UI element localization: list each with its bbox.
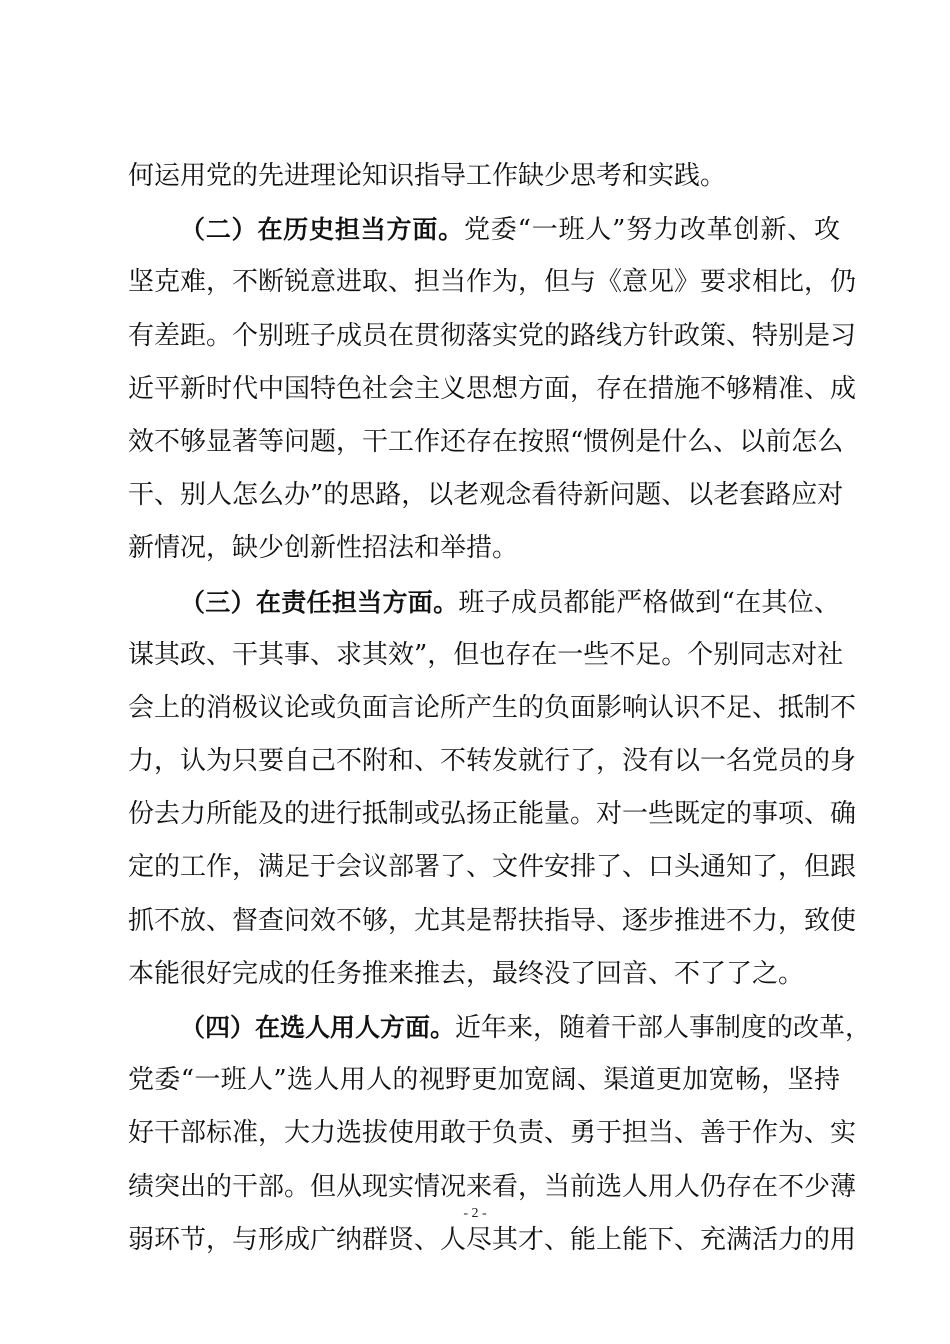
page-number: - 2 - — [463, 1206, 487, 1221]
text-line — [128, 310, 857, 363]
text-line — [128, 1107, 857, 1160]
line-text: 定的工作，满足于会议部署了、文件安排了、口头通知了，但跟 — [128, 852, 857, 883]
line-text: 本能很好完成的任务推来推去，最终没了回音、不了了之。 — [128, 958, 805, 989]
text-line — [128, 203, 840, 256]
section-heading: （四）在选人用人方面。 — [180, 1013, 456, 1042]
line-text: 党委“一班人”努力改革创新、攻 — [463, 215, 840, 246]
text-line — [128, 576, 840, 629]
text-line — [128, 682, 857, 735]
text-line — [128, 1054, 840, 1107]
text-line — [128, 416, 844, 469]
line-text: 好干部标准，大力选拔使用敢于负责、勇于担当、善于作为、实 — [128, 1118, 857, 1149]
line-text: 干、别人怎么办”的思路，以老观念看待新问题、以老套路应对 — [128, 480, 844, 511]
line-text: 抓不放、督查问效不够，尤其是帮扶指导、逐步推进不力，致使 — [128, 905, 857, 936]
line-text: 效不够显著等问题，干工作还存在按照“惯例是什么、以前怎么 — [128, 426, 844, 457]
text-line — [128, 895, 857, 948]
text-line — [128, 735, 857, 788]
line-text: 份去力所能及的进行抵制或弘扬正能量。对一些既定的事项、确 — [128, 799, 857, 830]
section-heading: （二）在历史担当方面。 — [180, 215, 464, 245]
line-text: 近年来，随着干部人事制度的改革， — [455, 1013, 872, 1043]
text-line — [128, 948, 840, 1001]
text-line — [128, 522, 840, 575]
line-text: 有差距。个别班子成员在贯彻落实党的路线方针政策、特别是习 — [128, 320, 857, 351]
line-text: 坚克难，不断锐意进取、担当作为，但与《意见》要求相比，仍 — [128, 267, 857, 298]
text-line — [128, 150, 840, 203]
line-text: 新情况，缺少创新性招法和举措。 — [128, 533, 519, 564]
line-text: 谋其政、干其事、求其效”，但也存在一些不足。个别同志对社 — [128, 639, 844, 670]
line-text: 弱环节，与形成广纳群贤、人尽其才、能上能下、充满活力的用 — [128, 1224, 857, 1255]
text-line — [128, 629, 844, 682]
line-text: 近平新时代中国特色社会主义思想方面，存在措施不够精准、成 — [128, 373, 857, 404]
text-line — [128, 841, 857, 894]
section-heading: （三）在责任担当方面。 — [180, 587, 459, 617]
text-line — [128, 1001, 872, 1054]
line-text: 会上的消极议论或负面言论所产生的负面影响认识不足、抵制不 — [128, 692, 857, 723]
line-text: 班子成员都能严格做到“在其位、 — [458, 587, 840, 618]
text-line — [128, 363, 857, 416]
text-line — [128, 469, 844, 522]
text-line — [128, 256, 857, 309]
line-text: 力，认为只要自己不附和、不转发就行了，没有以一名党员的身 — [128, 746, 857, 777]
body-text — [128, 150, 872, 1267]
line-text: 何运用党的先进理论知识指导工作缺少思考和实践。 — [128, 161, 727, 191]
text-line — [128, 788, 857, 841]
line-text: 党委“一班人”选人用人的视野更加宽阔、渠道更加宽畅，坚持 — [128, 1065, 840, 1096]
line-text: 绩突出的干部。但从现实情况来看，当前选人用人仍存在不少薄 — [128, 1171, 857, 1202]
